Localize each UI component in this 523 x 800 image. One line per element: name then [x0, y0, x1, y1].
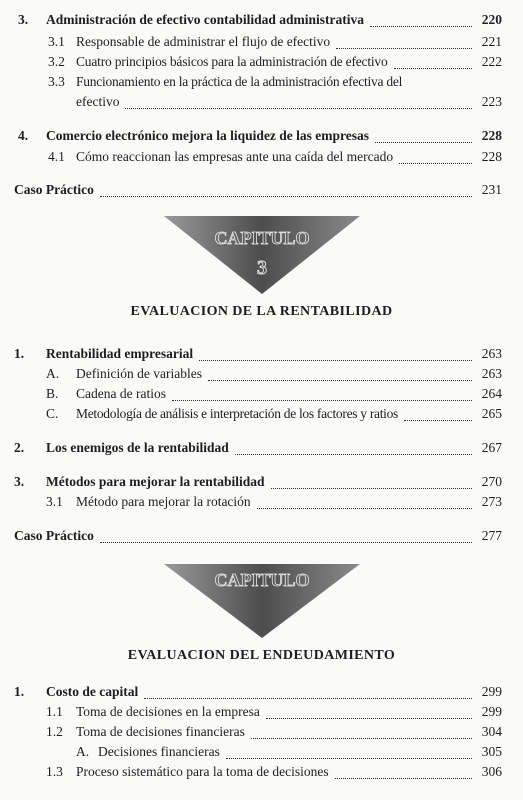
- toc-entry-continuation: [76, 94, 502, 110]
- entry-number: 1.: [14, 346, 25, 361]
- entry-page: 265: [481, 406, 502, 421]
- leader-dots: [172, 390, 472, 401]
- chapter-3-banner: [162, 214, 362, 296]
- chapter-3-title: EVALUACION DE LA RENTABILIDAD: [130, 304, 393, 319]
- entry-page: 277: [481, 528, 502, 543]
- leader-dots: [144, 688, 472, 699]
- entry-title: Responsable de administrar el flujo de efectivo: [76, 34, 331, 49]
- leader-dots: [271, 478, 473, 489]
- chapter-4-title: EVALUACION DEL ENDEUDAMIENTO: [127, 648, 396, 663]
- toc-entry: [18, 128, 502, 144]
- toc-entry: [46, 704, 502, 720]
- entry-page: 270: [481, 474, 502, 489]
- entry-page: 220: [481, 12, 502, 27]
- entry-number: 2.: [14, 440, 25, 455]
- leader-dots: [199, 350, 472, 361]
- leader-dots: [370, 16, 472, 27]
- entry-number: 3.2: [48, 54, 65, 69]
- banner-word: CAPITULO: [214, 228, 310, 248]
- toc-entry: [48, 74, 502, 90]
- toc-entry: [46, 764, 502, 780]
- entry-number: A.: [46, 366, 60, 381]
- entry-title: Toma de decisiones en la empresa: [76, 704, 260, 719]
- entry-page: 264: [481, 386, 502, 401]
- entry-page: 304: [481, 724, 502, 739]
- leader-dots: [404, 410, 472, 421]
- entry-number: 3.3: [48, 74, 65, 89]
- entry-page: 222: [481, 54, 502, 69]
- entry-page: 228: [481, 128, 502, 143]
- toc-entry: [46, 406, 502, 422]
- entry-title: Metodología de análisis e interpretación de los factores y ratios: [76, 406, 399, 421]
- toc-entry: [48, 149, 502, 165]
- entry-page: 263: [481, 346, 502, 361]
- entry-title: Métodos para mejorar la rentabilidad: [46, 474, 265, 489]
- entry-number: C.: [46, 406, 59, 421]
- entry-number: A.: [76, 744, 90, 759]
- leader-dots: [100, 186, 472, 197]
- toc-entry: [46, 494, 502, 510]
- entry-title: Cadena de ratios: [76, 386, 166, 401]
- toc-entry-caso-practico: [14, 182, 502, 198]
- entry-page: 223: [481, 94, 502, 109]
- toc-entry: [14, 440, 502, 456]
- leader-dots: [335, 768, 472, 779]
- entry-page: 306: [481, 764, 502, 779]
- entry-number: 1.1: [46, 704, 63, 719]
- entry-title: Funcionamiento en la práctica de la administración efectiva del: [76, 74, 403, 89]
- entry-number: 4.1: [48, 149, 65, 164]
- entry-number: 4.: [18, 128, 29, 143]
- entry-title: Decisiones financieras: [98, 744, 220, 759]
- toc-entry: [48, 34, 502, 50]
- entry-title: Administración de efectivo contabilidad administrativa: [46, 12, 364, 27]
- toc-entry: [18, 12, 502, 28]
- leader-dots: [375, 132, 472, 143]
- entry-title: Costo de capital: [46, 684, 139, 699]
- entry-title: Definición de variables: [76, 366, 202, 381]
- entry-number: 1.3: [46, 764, 63, 779]
- toc-entry: [14, 474, 502, 490]
- leader-dots: [394, 58, 472, 69]
- entry-title-continuation: efectivo: [76, 94, 120, 109]
- entry-number: 3.: [18, 12, 29, 27]
- entry-page: 299: [481, 704, 502, 719]
- leader-dots: [266, 708, 472, 719]
- entry-title: Proceso sistemático para la toma de decisiones: [76, 764, 329, 779]
- banner-word: CAPITULO: [214, 570, 310, 590]
- entry-page: 228: [481, 149, 502, 164]
- leader-dots: [208, 370, 472, 381]
- entry-title: Comercio electrónico mejora la liquidez de las empresas: [46, 128, 370, 143]
- entry-number: 3.1: [46, 494, 63, 509]
- leader-dots: [125, 98, 472, 109]
- toc-entry: [46, 366, 502, 382]
- entry-title: Método para mejorar la rotación: [76, 494, 251, 509]
- toc-entry: [46, 724, 502, 740]
- leader-dots: [226, 748, 472, 759]
- entry-title: Caso Práctico: [14, 182, 94, 197]
- entry-number: 1.: [14, 684, 25, 699]
- toc-entry-caso-practico: [14, 528, 502, 544]
- toc-entry: [48, 54, 502, 70]
- entry-page: 231: [481, 182, 502, 197]
- banner-number: 3: [257, 257, 267, 279]
- leader-dots: [336, 38, 472, 49]
- entry-title: Cómo reaccionan las empresas ante una caída del mercado: [76, 149, 394, 164]
- leader-dots: [257, 498, 472, 509]
- toc-entry: [14, 346, 502, 362]
- entry-title: Rentabilidad empresarial: [46, 346, 194, 361]
- entry-page: 273: [481, 494, 502, 509]
- entry-title: Los enemigos de la rentabilidad: [46, 440, 229, 455]
- leader-dots: [100, 532, 472, 543]
- entry-page: 267: [481, 440, 502, 455]
- leader-dots: [399, 153, 472, 164]
- entry-title: Toma de decisiones financieras: [76, 724, 245, 739]
- entry-title: Caso Práctico: [14, 528, 94, 543]
- entry-page: 263: [481, 366, 502, 381]
- leader-dots: [235, 444, 472, 455]
- entry-number: 1.2: [46, 724, 63, 739]
- entry-title: Cuatro principios básicos para la administración de efectivo: [76, 54, 388, 69]
- toc-entry: [46, 386, 502, 402]
- chapter-4-banner: [162, 562, 362, 640]
- toc-entry: [14, 684, 502, 700]
- entry-number: B.: [46, 386, 59, 401]
- leader-dots: [251, 728, 472, 739]
- toc-entry: [76, 744, 502, 760]
- entry-number: 3.1: [48, 34, 65, 49]
- entry-page: 221: [481, 34, 502, 49]
- entry-number: 3.: [14, 474, 25, 489]
- entry-page: 305: [481, 744, 502, 759]
- entry-page: 299: [481, 684, 502, 699]
